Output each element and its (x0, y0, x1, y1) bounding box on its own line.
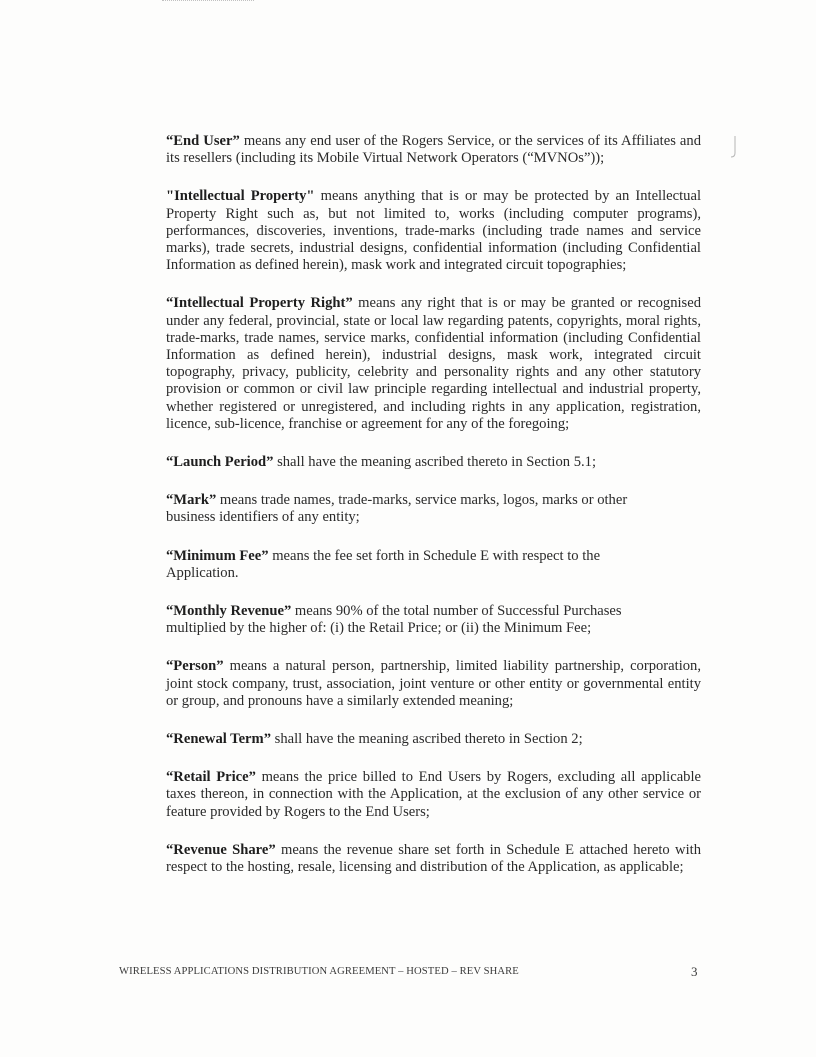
definition-text: means any end user of the Rogers Service, or the services of its Affiliates and its resellers (including its Mobile Virtual Network Operators (“MVNOs”)); (166, 133, 701, 167)
definition-text: means anything that is or may be protected by an Intellectual Property Right such as, but not limited to, works (including computer programs), performances, discoveries, inventions, trade-marks (including trade names and service marks), trade secrets, industrial designs, confidential information (including Confidential Information as defined herein), mask work and integrated circuit topographies; (166, 188, 701, 274)
definition-person (166, 658, 701, 710)
definition-end-user (166, 133, 701, 167)
term-renewal-term: “Renewal Term” (166, 731, 271, 748)
definition-launch-period (166, 454, 701, 471)
term-intellectual-property-right: “Intellectual Property Right” (166, 295, 353, 312)
definition-intellectual-property-right (166, 295, 701, 433)
page-number: 3 (691, 964, 698, 979)
definition-mark (166, 492, 701, 526)
term-launch-period: “Launch Period” (166, 454, 274, 471)
definition-text: means the revenue share set forth in Schedule E attached hereto with respect to the hosting, resale, licensing and distribution of the Application, as applicable; (166, 841, 701, 876)
definition-text: shall have the meaning ascribed thereto in Section 2; (271, 731, 583, 748)
term-retail-price: “Retail Price” (166, 769, 256, 786)
definition-retail-price (166, 769, 701, 821)
definition-text: means 90% of the total number of Successful Purchases multiplied by the higher of: (i) the Retail Price; or (ii) the Minimum Fee; (166, 603, 622, 637)
definition-text: means trade names, trade-marks, service marks, logos, marks or other business identifiers of any entity; (166, 492, 628, 526)
term-monthly-revenue: “Monthly Revenue” (166, 603, 292, 620)
footer-title: WIRELESS APPLICATIONS DISTRIBUTION AGREEMENT – HOSTED – REV SHARE (119, 966, 519, 977)
definition-text: means the fee set forth in Schedule E with respect to the Application. (166, 547, 601, 581)
term-minimum-fee: “Minimum Fee” (166, 547, 269, 564)
definition-text: means the price billed to End Users by Rogers, excluding all applicable taxes thereon, in connection with the Application, at the exclusion of any other service or feature provided by Rogers to the End Users; (166, 769, 701, 820)
definition-intellectual-property (166, 188, 701, 274)
definition-renewal-term (166, 731, 701, 748)
definition-revenue-share (166, 842, 701, 876)
definition-text: means any right that is or may be granted or recognised under any federal, provincial, state or local law regarding patents, copyrights, moral rights, trade-marks, trade names, service marks, confidential information (including Confidential Information as defined herein), industrial designs, mask work, integrated circuit topography, privacy, publicity, celebrity and personality rights and any other statutory provision or common or civil law principle regarding intellectual and industrial property, whether registered or unregistered, and including rights in any application, registration, licence, sub-licence, franchise or agreement for any of the foregoing; (166, 295, 702, 432)
term-mark: “Mark” (166, 492, 217, 509)
term-revenue-share: “Revenue Share” (166, 841, 276, 858)
term-intellectual-property: "Intellectual Property" (166, 188, 315, 205)
definitions-list (166, 133, 701, 897)
term-person: “Person” (166, 658, 224, 675)
term-end-user: “End User” (166, 133, 240, 149)
scan-artifact (162, 0, 254, 4)
definition-text: shall have the meaning ascribed thereto in Section 5.1; (273, 454, 597, 471)
definition-text: means a natural person, partnership, limited liability partnership, corporation, joint stock company, trust, association, joint venture or other entity or governmental entity or group, and pronouns have a similarly extended meaning; (166, 658, 701, 709)
definition-monthly-revenue (166, 603, 701, 637)
margin-annotation-mark (730, 135, 738, 159)
definition-minimum-fee (166, 548, 701, 582)
